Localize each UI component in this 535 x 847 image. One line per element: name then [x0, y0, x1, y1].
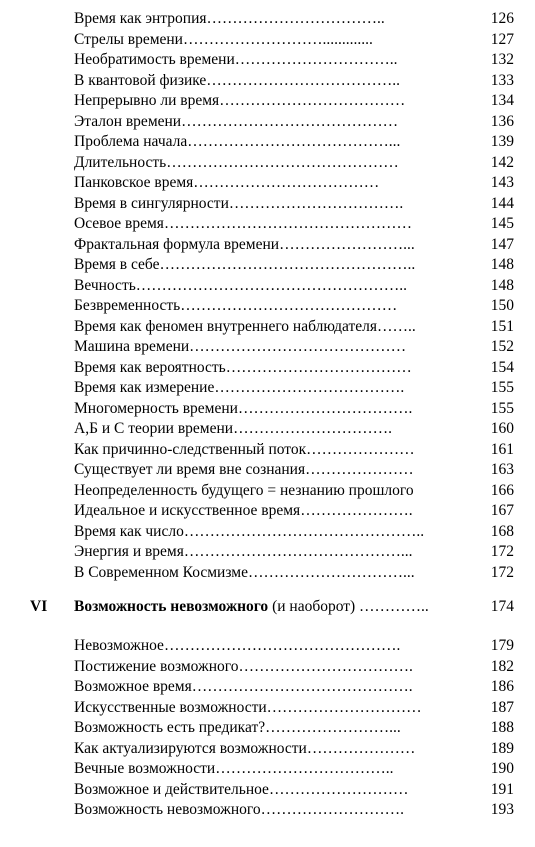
toc-entry-leader: ……………………………………: [189, 338, 407, 355]
toc-entry-title: Возможное и действительное: [74, 780, 269, 798]
toc-entry-leader: ……………………………..: [206, 10, 385, 27]
toc-entry-title: Как актуализируются возможности: [74, 739, 307, 757]
toc-entry-page: 147: [490, 235, 514, 253]
toc-entry-title: Идеальное и искусственное время: [74, 502, 301, 519]
toc-entry-title: Безвременность: [74, 297, 181, 314]
toc-entry-leader: ………………………………………: [166, 153, 399, 171]
toc-entry-title: Многомерность времени: [74, 399, 238, 417]
toc-entry-page: 182: [490, 657, 514, 675]
toc-entry-leader: …………………………………...: [187, 133, 401, 150]
toc-entry: [74, 677, 514, 698]
toc-entry: [74, 9, 514, 30]
toc-entry-page: 172: [490, 543, 514, 560]
toc-entry-page: 188: [490, 719, 514, 736]
toc-entry-leader: ………………………………………..: [183, 522, 425, 540]
toc-entry-leader: …………………: [306, 440, 415, 458]
toc-entry-leader: …………………………….: [237, 399, 413, 417]
toc-entry-page: 179: [490, 637, 514, 654]
toc-entry-page: 126: [490, 10, 514, 27]
toc-entry-page: 163: [490, 461, 514, 478]
toc-entry-page: 155: [490, 379, 514, 396]
toc-entry-title: Непрерывно ли время: [74, 92, 220, 109]
toc-entry-page: 172: [490, 563, 514, 581]
toc-entry-page: 148: [490, 256, 514, 273]
toc-entry-page: 143: [490, 174, 514, 191]
toc-entry-title: Время как число: [74, 522, 184, 540]
toc-entry-leader: ……………………………….: [214, 379, 405, 396]
toc-entry-title: Время как феномен внутреннего наблюдателя: [74, 317, 377, 335]
toc-entry-page: 132: [490, 51, 514, 68]
toc-entry-page: 136: [490, 112, 514, 130]
toc-entry-leader: ………………………….: [233, 420, 392, 437]
toc-entry: [74, 522, 514, 543]
toc-entry: [74, 71, 514, 92]
toc-entry-title: Машина времени: [74, 338, 190, 355]
toc-entry-title: Длительность: [74, 153, 167, 171]
toc-entry-leader: ……………………….: [260, 801, 404, 818]
toc-entry: [74, 780, 514, 801]
toc-entry-title: В квантовой физике: [74, 71, 207, 89]
toc-entry-page: 152: [490, 338, 514, 355]
toc-entry-leader: …………………………: [266, 698, 422, 716]
toc-entry-leader: …………………………………………..: [159, 256, 416, 273]
toc-entry-leader: …………………………….: [238, 657, 413, 675]
toc-entry: [74, 153, 514, 174]
toc-entry-title: Возможное время: [74, 678, 192, 695]
toc-entry-leader: ……………………………..: [215, 760, 394, 777]
toc-entry-leader: ……………………….............: [182, 30, 373, 48]
toc-entry: [74, 440, 514, 461]
toc-entry-title: Энергия и время: [74, 543, 184, 560]
toc-entry-leader: ……………………………………………..: [135, 276, 408, 294]
toc-entry: [74, 194, 514, 215]
toc-entry-leader: …………………………...: [247, 563, 415, 581]
toc-entry-title: Время как измерение: [74, 379, 215, 396]
toc-entry-leader: …………………………………………: [163, 215, 412, 232]
toc-entry-page: 154: [490, 358, 514, 376]
toc-entry-page: 155: [490, 399, 514, 417]
toc-entry: [74, 698, 514, 719]
toc-entry: [74, 276, 514, 297]
toc-entry-title: Стрелы времени: [74, 30, 183, 48]
toc-entry-title: Неопределенность будущего = незнанию прошлого: [74, 481, 414, 499]
toc-entry: [74, 399, 514, 420]
toc-entry-title: Время как вероятность: [74, 358, 226, 376]
toc-entry: [74, 91, 514, 112]
toc-entry: [74, 759, 514, 780]
toc-entry: [74, 337, 514, 358]
toc-entry-leader: ………………………………: [225, 358, 412, 376]
toc-entry: [74, 296, 514, 317]
toc-entry-page: 148: [490, 276, 514, 294]
toc-entry-leader: …………………………….: [228, 194, 404, 212]
toc-entry-page: 186: [490, 678, 514, 695]
toc-entry-title: Вечность: [74, 276, 136, 294]
toc-entry-title: Постижение возможного: [74, 657, 239, 675]
toc-entry: [74, 173, 514, 194]
toc-entry-page: 187: [490, 698, 514, 716]
chapter-title-rest: (и наоборот) …………..: [268, 598, 429, 615]
toc-entry-page: 191: [490, 780, 514, 798]
toc-entry-title: Необратимость времени: [74, 51, 235, 68]
toc-entry-page: 127: [490, 30, 514, 48]
toc-entry-title: В Современном Космизме: [74, 563, 248, 581]
toc-entry-page: 160: [490, 420, 514, 437]
toc-entry: [74, 481, 514, 502]
toc-entry: [74, 214, 514, 235]
toc-entry-page: 168: [490, 522, 514, 540]
toc-entry-title: Как причинно-следственный поток: [74, 440, 307, 458]
toc-entry-title: Время в себе: [74, 256, 160, 273]
toc-entry-title: Существует ли время вне сознания: [74, 461, 306, 478]
toc-entry: [74, 739, 514, 760]
toc-entry-page: 139: [490, 133, 514, 150]
toc-entry-page: 134: [490, 92, 514, 109]
toc-entry: [74, 358, 514, 379]
toc-entry-title: Вечные возможности: [74, 760, 216, 777]
toc-entry: [74, 112, 514, 133]
toc-entry-leader: ……………………...: [265, 719, 401, 736]
toc-entry: [74, 419, 514, 440]
toc-entry-page: 142: [490, 153, 514, 171]
toc-entry-leader: ……………………………………...: [183, 543, 413, 560]
toc-entry: [74, 30, 514, 51]
toc-entry-leader: ……………………………………….: [163, 637, 401, 654]
toc-entry-title: Проблема начала: [74, 133, 188, 150]
toc-entry-page: 167: [490, 502, 514, 519]
toc-entry: [74, 501, 514, 522]
toc-entry-page: 166: [490, 481, 514, 499]
toc-entry-title: Время в сингулярности: [74, 194, 229, 212]
toc-entry: [74, 542, 514, 563]
toc-entry-leader: …………………: [306, 739, 416, 757]
toc-entry-leader: …………………: [305, 461, 414, 478]
toc-entry-page: 193: [490, 801, 514, 818]
toc-entry-page: 145: [490, 215, 514, 232]
toc-entry-leader: ………………………………: [193, 174, 380, 191]
toc-entry: [74, 255, 514, 276]
toc-entry: [74, 636, 514, 657]
toc-entry-page: 161: [490, 440, 514, 458]
toc-entry-leader: ……..: [377, 317, 416, 335]
toc-entry-title: Возможность есть предикат?: [74, 719, 266, 736]
toc-entry-leader: ……………………………………: [181, 112, 399, 130]
toc-entry-title: Фрактальная формула времени: [74, 235, 280, 253]
chapter-page-number: 174: [490, 598, 514, 615]
toc-entry: [74, 460, 514, 481]
toc-entry-title: Панковское время: [74, 174, 194, 191]
toc-entry: [74, 378, 514, 399]
chapter-heading: [30, 596, 514, 618]
toc-entry-title: Возможность невозможного: [74, 801, 261, 818]
toc-entry-page: 151: [490, 317, 514, 335]
toc-entry-leader: ………………………………..: [206, 71, 401, 89]
toc-entry-page: 189: [490, 739, 514, 757]
toc-entry-page: 190: [490, 760, 514, 777]
toc-entry-page: 150: [490, 297, 514, 314]
toc-entry: [74, 563, 514, 584]
toc-entry-leader: ………………………: [268, 780, 409, 798]
toc-entry-leader: ………………….: [300, 502, 413, 519]
toc-entry: [74, 235, 514, 256]
toc-entry-leader: ………………………………: [219, 92, 406, 109]
toc-entry-title: А,Б и С теории времени: [74, 420, 234, 437]
chapter-number: VI: [30, 598, 48, 615]
toc-entry-leader: ……………………………………: [180, 297, 398, 314]
toc-entry: [74, 800, 514, 821]
toc-entry: [74, 132, 514, 153]
toc-entry-page: 133: [490, 71, 514, 89]
toc-entry: [74, 657, 514, 678]
toc-entry-title: Искусственные возможности: [74, 698, 267, 716]
chapter-title: [74, 596, 429, 618]
toc-entry-title: Осевое время: [74, 215, 164, 232]
toc-entry: [74, 50, 514, 71]
chapter-title-bold: Возможность невозможного: [74, 598, 269, 615]
toc-entry-title: Время как энтропия: [74, 10, 207, 27]
toc-entry-title: Эталон времени: [74, 112, 182, 130]
toc-entry: [74, 718, 514, 739]
toc-entry-leader: ……………………...: [279, 235, 415, 253]
toc-entry: [74, 317, 514, 338]
toc-entry-page: 144: [490, 194, 514, 212]
toc-entry-title: Невозможное: [74, 637, 164, 654]
toc-entry-leader: …………………………………….: [191, 678, 413, 695]
toc-list-possibility: [74, 636, 514, 821]
toc-list-time: [74, 9, 514, 583]
toc-entry-leader: …………………………..: [234, 51, 398, 68]
